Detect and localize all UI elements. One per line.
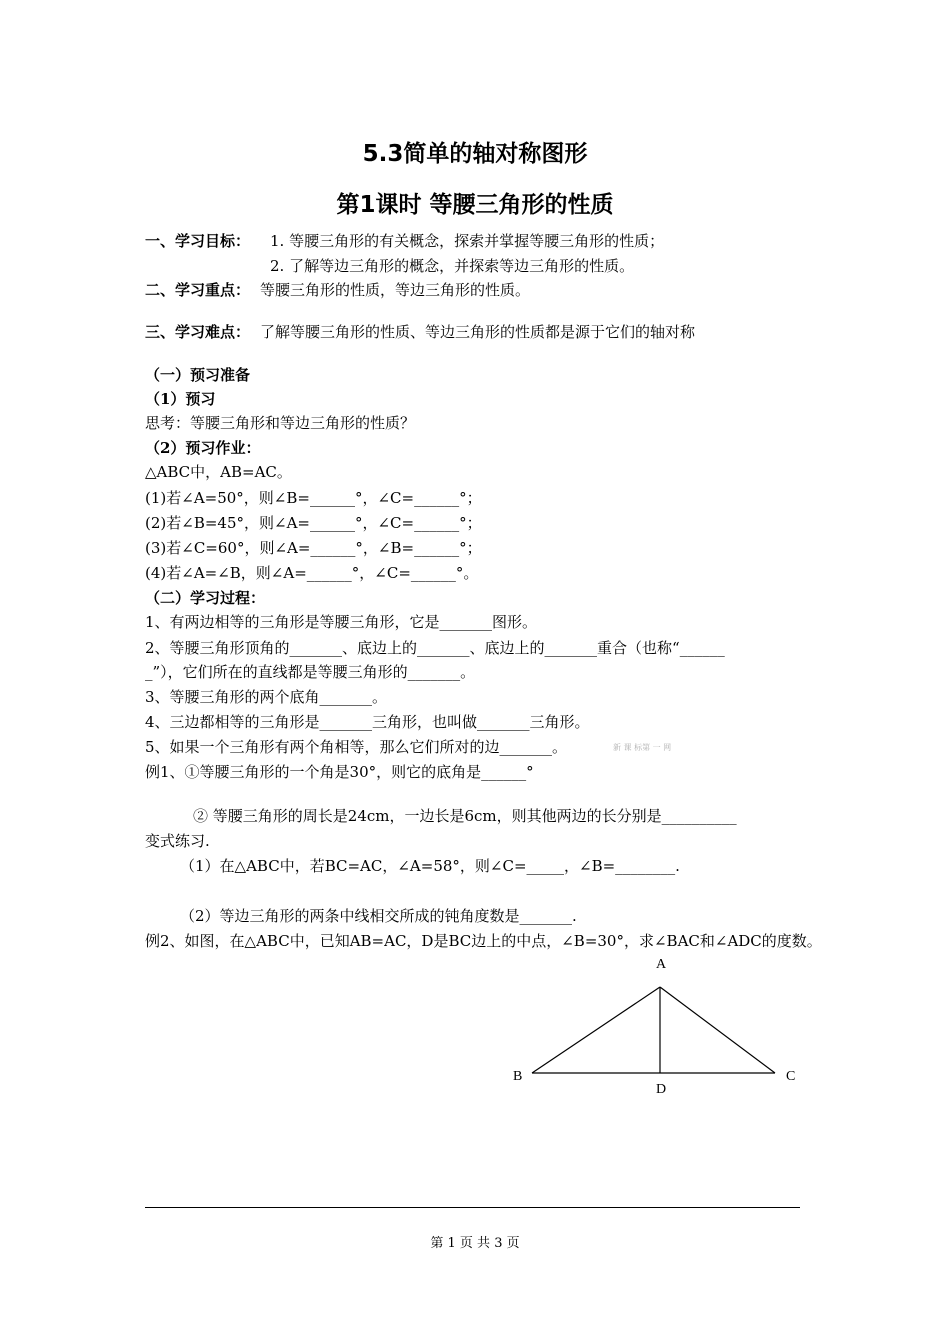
watermark-text: 新 课 标第 一 网 bbox=[613, 743, 672, 752]
process-p2a: 2、等腰三角形顶角的_______、底边上的_______、底边上的_______重合（也称“______ bbox=[145, 639, 725, 657]
goal-item-2: 2. 了解等边三角形的概念，并探索等边三角形的性质。 bbox=[270, 257, 635, 275]
process-p3: 3、等腰三角形的两个底角_______。 bbox=[145, 688, 388, 706]
vertex-label-c: C bbox=[786, 1069, 796, 1084]
side-ab bbox=[532, 987, 660, 1073]
preview-q1: (1)若∠A=50°，则∠B=______°，∠C=______°； bbox=[145, 489, 482, 507]
process-p4: 4、三边都相等的三角形是_______三角形，也叫做_______三角形。 bbox=[145, 713, 590, 731]
variant-2: （2）等边三角形的两条中线相交所成的钝角度数是_______. bbox=[180, 907, 577, 925]
vertex-label-b: B bbox=[513, 1069, 523, 1084]
goals-label: 一、学习目标： bbox=[145, 232, 251, 250]
example1-b: ② 等腰三角形的周长是24cm，一边长是6cm，则其他两边的长分别是__________ bbox=[193, 807, 737, 825]
variant-label: 变式练习. bbox=[145, 832, 210, 850]
footer-divider bbox=[145, 1207, 800, 1208]
difficulty-text: 了解等腰三角形的性质、等边三角形的性质都是源于它们的轴对称 bbox=[260, 323, 696, 341]
page-footer: 第 1 页 共 3 页 bbox=[430, 1236, 520, 1251]
variant-1: （1）在△ABC中，若BC=AC，∠A=58°，则∠C=_____，∠B=________. bbox=[180, 857, 680, 875]
difficulty-label: 三、学习难点： bbox=[145, 323, 251, 341]
preview-q2: (2)若∠B=45°，则∠A=______°，∠C=______°； bbox=[145, 514, 482, 532]
lesson-subtitle: 第1课时 等腰三角形的性质 bbox=[336, 192, 614, 218]
preview-q4: (4)若∠A=∠B，则∠A=______°，∠C=______°。 bbox=[145, 564, 479, 582]
preview-heading: （一）预习准备 bbox=[145, 366, 251, 384]
preview-think: 思考：等腰三角形和等边三角形的性质？ bbox=[145, 414, 416, 432]
process-heading: （二）学习过程： bbox=[145, 589, 266, 607]
preview-q3: (3)若∠C=60°，则∠A=______°，∠B=______°； bbox=[145, 539, 482, 557]
vertex-label-a: A bbox=[656, 957, 667, 972]
side-ac bbox=[660, 987, 775, 1073]
preview-given: △ABC中，AB=AC。 bbox=[145, 463, 292, 481]
process-p2b: _”），它们所在的直线都是等腰三角形的_______。 bbox=[145, 663, 476, 681]
process-p1: 1、有两边相等的三角形是等腰三角形，它是_______图形。 bbox=[145, 613, 538, 631]
key-points-label: 二、学习重点： bbox=[145, 281, 251, 299]
example2: 例2、如图，在△ABC中，已知AB=AC，D是BC边上的中点，∠B=30°，求∠BAC和∠ADC的度数。 bbox=[145, 932, 822, 950]
goal-item-1: 1. 等腰三角形的有关概念，探索并掌握等腰三角形的性质； bbox=[270, 232, 665, 250]
process-p5: 5、如果一个三角形有两个角相等，那么它们所对的边_______。 bbox=[145, 738, 568, 756]
preview-sub1: （1）预习 bbox=[145, 390, 216, 408]
point-label-d: D bbox=[656, 1082, 667, 1097]
page-title: 5.3简单的轴对称图形 bbox=[362, 141, 588, 167]
preview-sub2: （2）预习作业： bbox=[145, 439, 261, 457]
key-points-text: 等腰三角形的性质，等边三角形的性质。 bbox=[260, 281, 531, 299]
example1-a: 例1、①等腰三角形的一个角是30°，则它的底角是______° bbox=[145, 763, 534, 781]
